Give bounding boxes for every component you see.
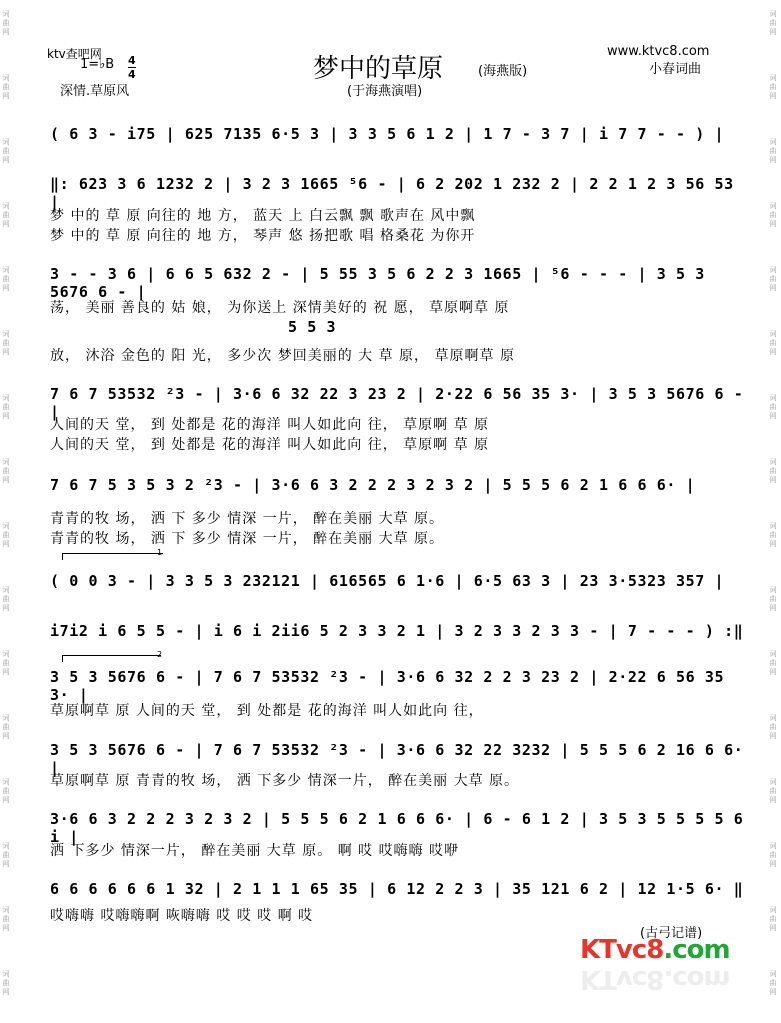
watermark-char: 曲 [2, 19, 10, 27]
time-signature-top: 4 [128, 54, 136, 67]
watermark-char: 词 [2, 522, 10, 530]
watermark-char: 网 [2, 348, 10, 356]
watermark-char: 词 [769, 10, 777, 18]
first-ending-bracket [62, 553, 163, 560]
watermark-char: 曲 [2, 595, 10, 603]
watermark-char: 词 [2, 138, 10, 146]
watermark-char: 曲 [769, 915, 777, 923]
watermark-char: 曲 [2, 83, 10, 91]
watermark-char: 曲 [2, 403, 10, 411]
watermark-char: 曲 [2, 723, 10, 731]
watermark-char: 词 [2, 266, 10, 274]
watermark-char: 曲 [769, 787, 777, 795]
transcriber-credit: (古弓记谱) [640, 926, 703, 941]
watermark-char: 网 [769, 28, 777, 36]
watermark-char: 词 [2, 650, 10, 658]
watermark-char: 词 [2, 778, 10, 786]
watermark-char: 网 [769, 220, 777, 228]
style-marking: 深情.草原风 [60, 84, 130, 99]
watermark-char: 曲 [2, 211, 10, 219]
watermark-char: 曲 [2, 275, 10, 283]
watermark-char: 词 [2, 586, 10, 594]
watermark-char: 网 [2, 732, 10, 740]
site-name-left: ktv查吧网 [47, 47, 102, 61]
watermark-char: 网 [2, 540, 10, 548]
watermark-char: 曲 [769, 659, 777, 667]
second-ending-number: 2 [157, 650, 163, 659]
watermark-char: 网 [2, 92, 10, 100]
watermark-char: 曲 [769, 723, 777, 731]
watermark-char: 词 [769, 906, 777, 914]
watermark-char: 词 [769, 778, 777, 786]
watermark-char: 曲 [2, 659, 10, 667]
notation-line: 3 - - 3 6 | 6 6 5 632 2 - | 5 55 3 5 6 2 2 3 1665 | ⁵6 - - - | 3 5 3 5676 6 - | [50, 265, 705, 301]
watermark-char: 网 [2, 412, 10, 420]
watermark-char: 网 [769, 412, 777, 420]
watermark-char: 词 [769, 714, 777, 722]
watermark-char: 网 [2, 796, 10, 804]
watermark-char: 网 [769, 92, 777, 100]
key-signature: 1=♭B [80, 57, 115, 72]
lyric-line: 荡， 美丽 善良的 姑 娘， 为你送上 深情美好的 祝 愿， 草原啊草 原 [50, 300, 510, 316]
watermark-char: 网 [769, 988, 777, 996]
watermark-char: 网 [2, 988, 10, 996]
watermark-char: 网 [769, 732, 777, 740]
watermark-char: 词 [2, 906, 10, 914]
watermark-char: 词 [769, 458, 777, 466]
watermark-char: 词 [2, 74, 10, 82]
lyric-line: 草原啊草 原 青青的牧 场， 洒 下多少 情深一片， 醉在美丽 大草 原。 [50, 773, 520, 789]
watermark-char: 网 [2, 604, 10, 612]
watermark-char: 网 [769, 924, 777, 932]
lyric-line: 放， 沐浴 金色的 阳 光， 多少次 梦回美丽的 大 草 原， 草原啊草 原 [50, 348, 515, 364]
watermark-char: 曲 [2, 851, 10, 859]
lyric-line: 青青的牧 场， 洒 下 多少 情深 一片， 醉在美丽 大草 原。 [50, 511, 445, 527]
watermark-char: 词 [2, 458, 10, 466]
watermark-char: 曲 [2, 787, 10, 795]
watermark-char: 词 [769, 394, 777, 402]
watermark-char: 曲 [2, 339, 10, 347]
watermark-char: 词 [769, 970, 777, 978]
singer-credit: (于海燕演唱) [347, 84, 423, 99]
watermark-char: 网 [2, 28, 10, 36]
watermark-char: 网 [769, 348, 777, 356]
watermark-char: 词 [2, 394, 10, 402]
watermark-char: 曲 [769, 211, 777, 219]
watermark-char: 曲 [2, 531, 10, 539]
lyric-line: 人间的天 堂， 到 处都是 花的海洋 叫人如此向 往， 草原啊 草 原 [50, 417, 490, 433]
watermark-char: 词 [769, 74, 777, 82]
lyric-line: 哎嗨嗨 哎嗨嗨啊 咴嗨嗨 哎 哎 哎 啊 哎 [50, 908, 314, 924]
lyric-line: 洒 下多少 情深一片， 醉在美丽 大草 原。 啊 哎 哎嗨嗨 哎咿 [50, 843, 460, 859]
watermark-char: 曲 [2, 147, 10, 155]
notation-line: 7 6 7 53532 ²3 - | 3·6 6 32 22 3 23 2 | 2·22 6 56 35 3· | 3 5 3 5676 6 - | [50, 385, 744, 421]
watermark-char: 网 [2, 220, 10, 228]
notation-line: i7i2 i 6 5 5 - | i 6 i 2ii6 5 2 3 3 2 1 | 3 2 3 3 2 3 3 - | 7 - - - ) :‖ [50, 622, 744, 640]
song-title: 梦中的草原 [313, 54, 444, 84]
lyric-line: 梦 中的 草 原 向往的 地 方， 蓝天 上 白云飘 飘 歌声在 风中飘 [50, 208, 476, 224]
time-signature [128, 55, 136, 80]
watermark-char: 网 [2, 860, 10, 868]
watermark-char: 网 [2, 476, 10, 484]
watermark-char: 词 [769, 650, 777, 658]
notation-line: ( 6 3 - i75 | 625 7135 6·5 3 | 3 3 5 6 1 2 | 1 7 - 3 7 | i 7 7 - - ) | [50, 125, 725, 143]
left-watermark-strip [0, 0, 14, 1023]
watermark-char: 曲 [769, 979, 777, 987]
notation-line: 3 5 3 5676 6 - | 7 6 7 53532 ²3 - | 3·6 6 32 2 2 3 23 2 | 2·22 6 56 35 3· | [50, 668, 725, 704]
lyricist-composer-credit: 小春词曲 [649, 62, 702, 77]
watermark-char: 词 [769, 842, 777, 850]
watermark-char: 网 [769, 476, 777, 484]
lyric-line: 草原啊草 原 人间的天 堂， 到 处都是 花的海洋 叫人如此向 往， [50, 703, 484, 719]
watermark-char: 词 [769, 522, 777, 530]
watermark-char: 词 [769, 202, 777, 210]
watermark-char: 词 [2, 330, 10, 338]
watermark-char: 曲 [769, 851, 777, 859]
song-subtitle: (海燕版) [478, 64, 528, 79]
site-url[interactable]: www.ktvc8.com [607, 44, 710, 59]
second-ending-bracket [62, 655, 161, 662]
watermark-char: 词 [769, 138, 777, 146]
watermark-char: 曲 [769, 339, 777, 347]
watermark-char: 网 [769, 156, 777, 164]
ktvc8-logo [580, 935, 730, 965]
lyric-line: 青青的牧 场， 洒 下 多少 情深 一片， 醉在美丽 大草 原。 [50, 531, 445, 547]
lyric-line: 梦 中的 草 原 向往的 地 方， 琴声 悠 扬把歌 唱 格桑花 为你开 [50, 228, 476, 244]
watermark-char: 网 [769, 668, 777, 676]
time-signature-bottom: 4 [128, 68, 136, 81]
lyric-line: 人间的天 堂， 到 处都是 花的海洋 叫人如此向 往， 草原啊 草 原 [50, 437, 490, 453]
watermark-char: 曲 [769, 19, 777, 27]
watermark-char: 网 [2, 156, 10, 164]
watermark-char: 词 [769, 266, 777, 274]
watermark-char: 曲 [769, 403, 777, 411]
notation-line: ‖: 623 3 6 1232 2 | 3 2 3 1665 ⁵6 - | 6 2 202 1 232 2 | 2 2 1 2 3 56 53 | [50, 175, 734, 211]
notation-line: 7 6 7 5 3 5 3 2 ²3 - | 3·6 6 3 2 2 2 3 2 3 2 | 5 5 5 6 2 1 6 6 6· | [50, 476, 696, 494]
first-ending-number: 1 [157, 548, 163, 557]
watermark-char: 网 [2, 924, 10, 932]
notation-line: ( 0 0 3 - | 3 3 5 3 232121 | 616565 6 1·6 | 6·5 63 3 | 23 3·5323 357 | [50, 572, 725, 590]
watermark-char: 曲 [769, 275, 777, 283]
logo-main-text: KTvc8 [580, 935, 664, 965]
watermark-char: 词 [2, 970, 10, 978]
watermark-char: 词 [2, 202, 10, 210]
watermark-char: 网 [769, 540, 777, 548]
watermark-char: 曲 [2, 915, 10, 923]
watermark-char: 曲 [769, 83, 777, 91]
logo-tail-text: .com [663, 935, 730, 965]
watermark-char: 曲 [2, 979, 10, 987]
watermark-char: 网 [2, 668, 10, 676]
watermark-char: 网 [769, 860, 777, 868]
watermark-char: 词 [2, 10, 10, 18]
watermark-char: 网 [769, 796, 777, 804]
watermark-char: 网 [769, 604, 777, 612]
watermark-char: 曲 [769, 531, 777, 539]
watermark-char: 词 [2, 714, 10, 722]
notation-line: 6 6 6 6 6 6 1 32 | 2 1 1 1 65 35 | 6 12 2 2 3 | 35 121 6 2 | 12 1·5 6· ‖ [50, 880, 744, 898]
watermark-char: 词 [769, 330, 777, 338]
notation-line: 3·6 6 3 2 2 2 3 2 3 2 | 5 5 5 6 2 1 6 6 6· | 6 - 6 1 2 | 3 5 3 5 5 5 5 6 i | [50, 810, 744, 846]
notation-line: 3 5 3 5676 6 - | 7 6 7 53532 ²3 - | 3·6 6 32 22 3232 | 5 5 5 6 2 16 6 6· | [50, 741, 744, 777]
logo-reflection: KTvc8.com [580, 964, 730, 994]
watermark-char: 曲 [769, 467, 777, 475]
watermark-char: 曲 [769, 595, 777, 603]
right-watermark-strip [767, 0, 781, 1023]
watermark-char: 曲 [769, 147, 777, 155]
watermark-char: 词 [2, 842, 10, 850]
watermark-char: 曲 [2, 467, 10, 475]
watermark-char: 词 [769, 586, 777, 594]
notation-line: 5 5 3 [288, 318, 337, 336]
watermark-char: 网 [2, 284, 10, 292]
watermark-char: 网 [769, 284, 777, 292]
